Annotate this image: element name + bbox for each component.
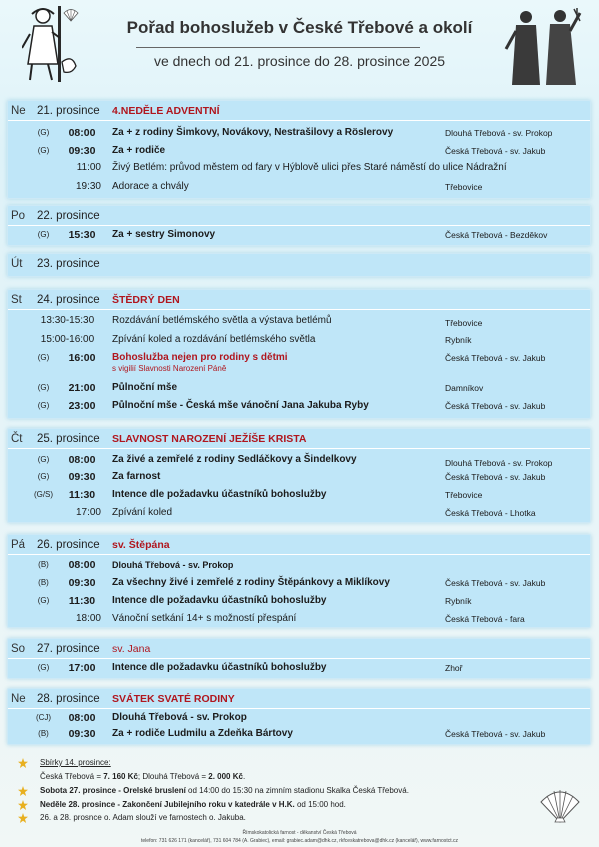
service-row [8, 593, 590, 610]
service-code: (B) [38, 729, 49, 738]
service-intention: Půlnoční mše - Česká mše vánoční Jana Jakuba Ryby [112, 400, 369, 411]
day-abbr: St [11, 294, 22, 306]
note-amount: 2. 000 Kč [208, 772, 243, 781]
service-note: s vigilií Slavnosti Narození Páně [112, 364, 227, 373]
service-time: 15:30 [68, 229, 96, 241]
service-intention: Bohoslužba nejen pro rodiny s dětmi [112, 352, 288, 363]
service-code: (B) [38, 578, 49, 587]
day-occasion: 4.NEDĚLE ADVENTNÍ [112, 105, 220, 117]
service-code: (G) [37, 128, 50, 137]
service-code: (G/S) [33, 490, 54, 499]
service-row [8, 452, 590, 469]
day-header [8, 689, 590, 709]
service-row [8, 313, 590, 330]
service-time: 11:30 [68, 595, 96, 607]
day-date: 21. prosince [37, 105, 100, 117]
service-code: (G) [37, 353, 50, 362]
service-intention: Za + rodiče [112, 145, 166, 156]
day-abbr: Čt [11, 433, 23, 445]
day-abbr: Po [11, 210, 26, 222]
service-time: 17:00 [75, 507, 101, 518]
service-row [8, 143, 590, 160]
day-block [7, 688, 591, 745]
service-intention: Adorace a chvály [112, 181, 189, 192]
day-date: 25. prosince [37, 433, 100, 445]
service-time: 09:30 [68, 145, 96, 157]
service-row [8, 505, 590, 522]
day-block [7, 100, 591, 199]
day-block [7, 253, 591, 277]
service-row [8, 227, 590, 244]
service-intention: Vánoční setkání 14+ s možností přespání [112, 613, 297, 624]
service-code: (CJ) [35, 713, 52, 722]
service-intention: Za + sestry Simonovy [112, 229, 216, 240]
service-location: Rybník [445, 596, 472, 606]
note-text: od 14:00 do 15:30 na zimním stadionu Skalka Česká Třebová. [185, 786, 409, 795]
service-row [8, 557, 590, 574]
star-icon [18, 758, 28, 768]
note-collection-title: Sbírky 14. prosince: [40, 758, 111, 767]
service-intention: Za živé a zemřelé z rodiny Sedláčkovy a Šindelkovy [112, 454, 357, 465]
service-intention: Za + rodiče Ludmilu a Zdeňka Bártovy [112, 728, 293, 739]
service-row [8, 710, 590, 727]
service-row [8, 611, 590, 628]
service-location: Rybník [445, 335, 472, 345]
day-date: 23. prosince [37, 258, 100, 270]
service-time: 11:00 [76, 162, 101, 173]
day-block [7, 289, 591, 419]
service-location: Dlouhá Třebová - sv. Prokop [445, 458, 553, 468]
service-time: 09:30 [68, 471, 96, 483]
service-location: Třebovice [445, 318, 483, 328]
note-priest: 26. a 28. prosnce o. Adam slouží ve farnostech o. Jakuba. [40, 813, 246, 822]
service-intention: Intence dle požadavku účastníků bohoslužby [112, 662, 327, 673]
service-intention: Zpívání koled [112, 507, 173, 518]
service-intention: Za farnost [112, 471, 161, 482]
service-location: Česká Třebová - sv. Jakub [445, 578, 546, 588]
service-time: 19:30 [75, 181, 101, 192]
service-location: Česká Třebová - fara [445, 614, 525, 624]
service-time: 21:00 [68, 382, 96, 394]
service-location: Česká Třebová - sv. Jakub [445, 353, 546, 363]
day-date: 28. prosince [37, 693, 100, 705]
day-date: 26. prosince [37, 539, 100, 551]
service-location: Dlouhá Třebová - sv. Prokop [445, 128, 553, 138]
day-block [7, 638, 591, 679]
day-header [8, 290, 590, 310]
service-row [8, 660, 590, 677]
service-intention: Dlouhá Třebová - sv. Prokop [112, 712, 247, 723]
service-intention: Za všechny živé i zemřelé z rodiny Štěpánkovy a Miklíkovy [112, 577, 390, 588]
day-header [8, 535, 590, 555]
service-code: (G) [37, 146, 50, 155]
service-row [8, 160, 590, 177]
service-time: 17:00 [68, 662, 96, 674]
service-code: (G) [37, 596, 50, 605]
day-abbr: Pá [11, 539, 26, 551]
note-amount: 7. 160 Kč [103, 772, 138, 781]
note-strong: Neděle 28. prosince - Zakončení Jubilejního roku v katedrále v H.K. [40, 800, 295, 809]
service-row [8, 726, 590, 743]
service-location: Česká Třebová - sv. Jakub [445, 472, 546, 482]
note-collection-amounts [40, 772, 245, 781]
service-location: Česká Třebová - Lhotka [445, 508, 536, 518]
note-text: ; Dlouhá Třebová = [137, 772, 209, 781]
day-header [8, 101, 590, 121]
service-intention: Dlouhá Třebová - sv. Prokop [112, 560, 234, 570]
service-intention: Živý Betlém: průvod městem od fary v Hýblově ulici přes Staré náměstí do ulice Nádražní [112, 162, 507, 173]
service-code: (G) [37, 472, 50, 481]
service-time: 08:00 [68, 127, 96, 139]
day-header [8, 639, 590, 659]
service-code: (G) [37, 663, 50, 672]
note-text: od 15:00 hod. [294, 800, 346, 809]
day-occasion: SVÁTEK SVATÉ RODINY [112, 693, 235, 705]
service-intention: Zpívání koled a rozdávání betlémského světla [112, 334, 316, 345]
star-icon [18, 786, 28, 796]
service-time: 08:00 [68, 559, 96, 571]
service-row [8, 332, 590, 349]
service-intention: Intence dle požadavku účastníků bohoslužby [112, 595, 327, 606]
service-code: (G) [37, 455, 50, 464]
day-date: 24. prosince [37, 294, 100, 306]
service-location: Zhoř [445, 663, 463, 673]
service-location: Česká Třebová - sv. Jakub [445, 146, 546, 156]
service-intention: Rozdávání betlémského světla a výstava betlémů [112, 315, 332, 326]
announcements [0, 756, 599, 826]
service-location: Česká Třebová - sv. Jakub [445, 729, 546, 739]
two-saints-figure-icon [504, 7, 584, 89]
service-row [8, 398, 590, 415]
note-text: . [242, 772, 246, 781]
service-location: Česká Třebová - sv. Jakub [445, 401, 546, 411]
day-abbr: Ne [11, 105, 26, 117]
service-row [8, 350, 590, 376]
page-subtitle: ve dnech od 21. prosince do 28. prosince 2025 [153, 53, 446, 69]
note-text: Česká Třebová = [40, 772, 104, 781]
service-code: (G) [37, 401, 50, 410]
service-row [8, 575, 590, 592]
footer-parish: Římskokatolická farnost - děkanství Česká Třebová [242, 830, 357, 836]
note-strong: Sobota 27. prosince - Orelské bruslení [40, 786, 186, 795]
service-row [8, 469, 590, 486]
day-abbr: So [11, 643, 26, 655]
service-location: Damníkov [445, 383, 484, 393]
day-abbr: Ne [11, 693, 26, 705]
service-time: 09:30 [68, 728, 96, 740]
day-block [7, 205, 591, 246]
service-intention: Za + z rodiny Šimkovy, Novákovy, Nestrašilovy a Röslerovy [112, 127, 394, 138]
service-time: 18:00 [75, 613, 101, 624]
service-time: 11:30 [68, 489, 96, 501]
service-code: (G) [37, 383, 50, 392]
service-row [8, 487, 590, 504]
day-occasion: ŠTĚDRÝ DEN [112, 294, 180, 306]
note-jubilee [40, 800, 346, 809]
header [0, 0, 599, 86]
service-location: Třebovice [445, 182, 483, 192]
star-icon [18, 813, 28, 823]
service-intention: Půlnoční mše [112, 382, 178, 393]
service-time: 15:00-16:00 [40, 334, 95, 345]
star-icon [18, 800, 28, 810]
scallop-shell-icon [539, 788, 581, 824]
day-header [8, 254, 590, 274]
service-time: 23:00 [68, 400, 96, 412]
service-location: Třebovice [445, 490, 483, 500]
day-occasion: sv. Štěpána [112, 539, 170, 551]
service-row [8, 179, 590, 196]
service-time: 08:00 [68, 712, 96, 724]
service-intention: Intence dle požadavku účastníků bohoslužby [112, 489, 327, 500]
note-skating [40, 786, 409, 795]
service-code: (B) [38, 560, 49, 569]
service-location: Česká Třebová - Bezděkov [445, 230, 548, 240]
service-code: (G) [37, 230, 50, 239]
service-time: 09:30 [68, 577, 96, 589]
service-time: 13:30-15:30 [40, 315, 95, 326]
day-date: 27. prosince [37, 643, 100, 655]
day-occasion: SLAVNOST NAROZENÍ JEŽÍŠE KRISTA [112, 433, 307, 445]
title-divider [136, 47, 420, 48]
day-block [7, 428, 591, 523]
day-header [8, 206, 590, 226]
service-time: 16:00 [68, 352, 96, 364]
day-block [7, 534, 591, 628]
service-row [8, 380, 590, 397]
day-date: 22. prosince [37, 210, 100, 222]
service-row [8, 125, 590, 142]
service-time: 08:00 [68, 454, 96, 466]
page-title: Pořad bohoslužeb v České Třebové a okolí [126, 18, 473, 37]
day-occasion: sv. Jana [112, 643, 151, 655]
day-abbr: Út [11, 258, 23, 270]
footer-contacts: telefon: 731 626 171 (kancelář), 731 604 784 (A. Grabiec), email: grabiec.adam@dhk.cz, rkfceskatrebova@dhk.cz (kancelář), www.farnostct.cz [141, 838, 458, 844]
day-header [8, 429, 590, 449]
